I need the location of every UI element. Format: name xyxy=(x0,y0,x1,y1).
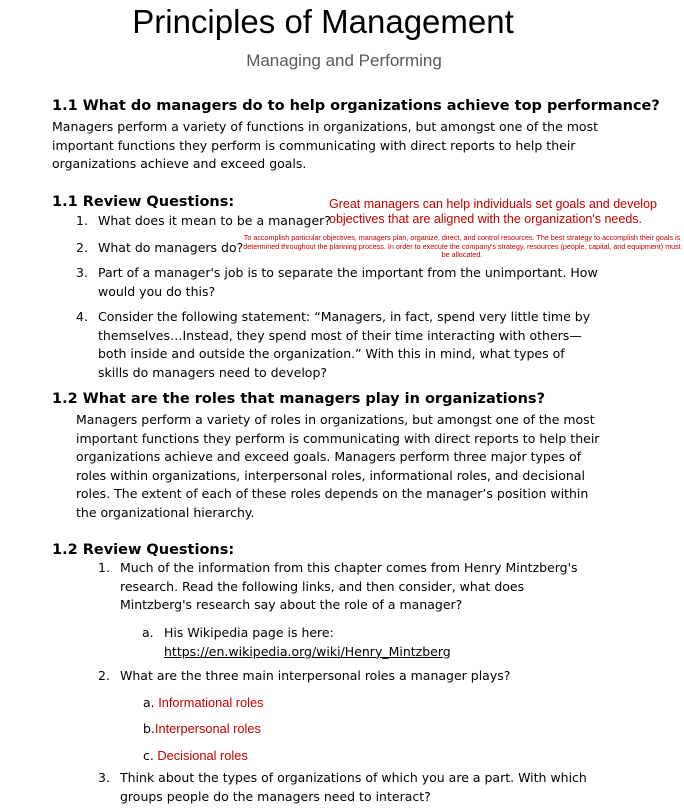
list-letter: a. xyxy=(142,625,154,640)
answer-2: To accomplish particular objectives, managers plan, organize, direct, and control resources. The best strategy to accomplish their goals is determined throughout the planning process. In order to execute the company's strategy, resources (people, capital, and equipment) must be allocated. xyxy=(243,233,681,260)
wikipedia-link[interactable]: https://en.wikipedia.org/wiki/Henry_Mintzberg xyxy=(164,643,451,659)
page-title: Principles of Management xyxy=(132,3,514,40)
answer-role-interpersonal xyxy=(143,720,261,738)
review-1-1-question-1 xyxy=(76,212,336,231)
review-1-1-question-4 xyxy=(76,308,596,382)
question-text: His Wikipedia page is here: xyxy=(164,625,334,640)
section-1-1-heading: 1.1 What do managers do to help organizations achieve top performance? xyxy=(52,98,660,114)
role-text: Interpersonal roles xyxy=(154,721,261,736)
review-1-2-heading: 1.2 Review Questions: xyxy=(52,542,235,558)
answer-role-informational xyxy=(143,694,263,712)
list-number: 2. xyxy=(76,240,88,255)
question-text: Think about the types of organizations of which you are a part. With which groups people do the managers need to interact? xyxy=(120,770,587,804)
review-1-2-question-3 xyxy=(98,769,598,806)
list-letter: b. xyxy=(143,721,155,736)
role-text: Decisional roles xyxy=(157,748,248,763)
list-number: 1. xyxy=(76,213,88,228)
section-1-2-heading: 1.2 What are the roles that managers play in organizations? xyxy=(52,391,545,407)
review-1-1-question-3 xyxy=(76,264,616,301)
section-1-2-body: Managers perform a variety of roles in organizations, but amongst one of the most important functions they perform is communicating with direct reports to help their organizations achieve and exceed goals. Managers perform three major types of roles within organizations, interpersonal roles, informational roles, and decisional roles. The extent of each of these roles depends on the manager’s position within the organizational hierarchy. xyxy=(76,412,600,520)
page-subtitle: Managing and Performing xyxy=(246,51,442,70)
question-text: What does it mean to be a manager? xyxy=(98,213,331,228)
answer-1-line-2: objectives that are aligned with the organization's needs. xyxy=(329,212,643,226)
review-1-2-question-2 xyxy=(98,667,618,686)
question-text: What are the three main interpersonal roles a manager plays? xyxy=(120,668,511,683)
list-letter: a. xyxy=(143,695,155,710)
review-1-2-question-1a xyxy=(142,624,502,661)
question-text: What do managers do? xyxy=(98,240,244,255)
question-text: Much of the information from this chapter comes from Henry Mintzberg's research. Read the following links, and then consider, what does Mintzberg's research say about the role of a manager? xyxy=(120,560,578,613)
role-text: Informational roles xyxy=(158,695,264,710)
section-1-1-body: Managers perform a variety of functions in organizations, but amongst one of the most important functions they perform is communicating with direct reports to help their organizations achieve and exceed goals. xyxy=(52,119,598,172)
review-1-1-heading: 1.1 Review Questions: xyxy=(52,194,235,210)
answer-role-decisional xyxy=(143,747,248,765)
question-text: Part of a manager's job is to separate the important from the unimportant. How would you do this? xyxy=(98,265,598,299)
list-letter: c. xyxy=(143,748,154,763)
list-number: 3. xyxy=(98,770,110,785)
list-number: 2. xyxy=(98,668,110,683)
review-1-1-question-2 xyxy=(76,239,246,258)
answer-1-line-1: Great managers can help individuals set goals and develop xyxy=(329,197,657,211)
review-1-2-question-1 xyxy=(98,559,598,615)
question-text: Consider the following statement: “Managers, in fact, spend very little time by themselves…Instead, they spend most of their time interacting with others—both inside and outside the organization.” With this in mind, what types of skills do managers need to develop? xyxy=(98,309,591,380)
list-number: 4. xyxy=(76,309,88,324)
list-number: 3. xyxy=(76,265,88,280)
list-number: 1. xyxy=(98,560,110,575)
